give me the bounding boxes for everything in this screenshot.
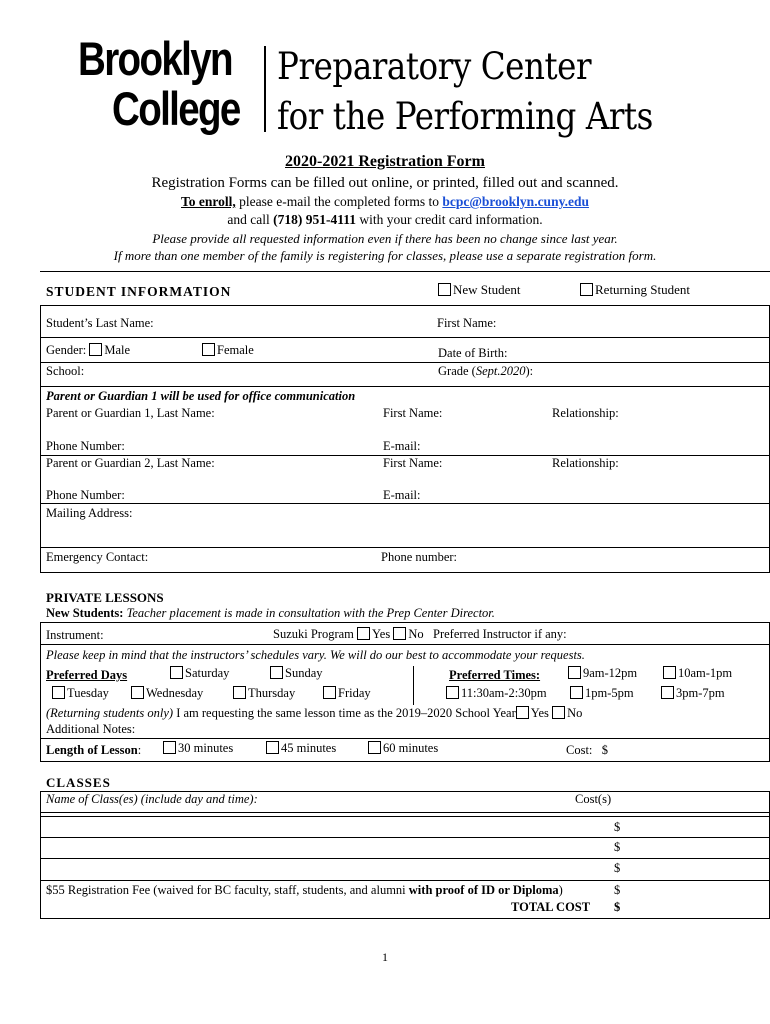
phone-number: (718) 951-4111 [273, 212, 356, 227]
time-1pm-option [570, 686, 634, 701]
p2-phone-label[interactable]: Phone Number: [46, 488, 125, 502]
fee-bold-text: with proof of ID or Diploma [408, 883, 559, 897]
fee-cost[interactable]: $ [614, 883, 621, 897]
length-60-label: 60 minutes [383, 741, 439, 755]
grade-date: Sept.2020 [475, 364, 526, 378]
time-1130am-label: 11:30am-2:30pm [461, 686, 547, 700]
lesson-cost-text: Cost: [566, 743, 593, 757]
parent-note: Parent or Guardian 1 will be used for office communication [46, 389, 356, 403]
lesson-length-label: Length of Lesson [46, 743, 138, 757]
class-row-1-cost[interactable]: $ [614, 820, 621, 834]
lessons-vertical-divider [413, 666, 414, 705]
new-student-label: New Student [453, 282, 521, 297]
time-1pm-checkbox[interactable] [570, 686, 583, 699]
time-3pm-label: 3pm-7pm [676, 686, 725, 700]
returning-yes-label: Yes [530, 706, 549, 720]
new-students-note: Teacher placement is made in consultation with the Prep Center Director. [123, 606, 495, 620]
classes-rule2 [40, 837, 770, 838]
suzuki-no-checkbox[interactable] [393, 627, 406, 640]
classes-heading: CLASSES [46, 775, 111, 790]
lessons-heading: PRIVATE LESSONS [46, 590, 164, 605]
header-line1: Registration Forms can be filled out online, or printed, filled out and scanned. [151, 175, 619, 191]
classes-rule4 [40, 880, 770, 881]
header-rule [40, 271, 770, 272]
wednesday-option [131, 686, 203, 701]
logo-divider [264, 46, 266, 132]
time-1130am-option [446, 686, 547, 701]
call-pre: and call [227, 212, 274, 227]
lesson-cost-label[interactable] [566, 743, 608, 758]
p2-relationship-label[interactable]: Relationship: [552, 456, 619, 470]
preferred-instructor-label[interactable]: Preferred Instructor if any: [433, 627, 567, 641]
wednesday-label: Wednesday [146, 686, 204, 700]
fee-text: $55 Registration Fee (waived for BC faculty, staff, students, and alumni [46, 883, 409, 897]
lessons-rule1 [40, 644, 770, 645]
returning-no-label: No [567, 706, 583, 720]
class-cost-column: Cost(s) [575, 792, 612, 806]
returning-request-row [46, 706, 582, 721]
enroll-text: please e-mail the completed forms to [235, 194, 443, 209]
time-1130am-checkbox[interactable] [446, 686, 459, 699]
time-10am-option [663, 666, 732, 681]
tuesday-label: Tuesday [67, 686, 109, 700]
time-3pm-option [661, 686, 725, 701]
p1-phone-label[interactable]: Phone Number: [46, 439, 125, 453]
returning-student-label: Returning Student [595, 282, 690, 297]
length-30-checkbox[interactable] [163, 741, 176, 754]
p2-email-label[interactable]: E-mail: [383, 488, 421, 502]
friday-checkbox[interactable] [323, 686, 336, 699]
p1-email-label[interactable]: E-mail: [383, 439, 421, 453]
school-label[interactable]: School: [46, 364, 85, 378]
time-1pm-label: 1pm-5pm [585, 686, 634, 700]
keep-in-mind-note: Please keep in mind that the instructors’ schedules vary. We will do our best to accommodate your requests. [46, 648, 585, 662]
sunday-option [270, 666, 323, 681]
suzuki-no-label: No [408, 627, 424, 641]
logo-center-line1: Preparatory Center [277, 45, 592, 88]
gender-row [46, 343, 130, 358]
lesson-length-colon: : [137, 743, 142, 757]
page-number: 1 [382, 950, 388, 964]
total-cost-value[interactable]: $ [614, 900, 621, 914]
time-9am-label: 9am-12pm [583, 666, 638, 680]
length-30-label: 30 minutes [178, 741, 234, 755]
class-name-column: Name of Class(es) (include day and time): [46, 792, 258, 806]
classes-rule1b [40, 816, 770, 817]
form-title: 2020-2021 Registration Form [285, 153, 485, 170]
thursday-label: Thursday [248, 686, 296, 700]
student-row-rule1 [40, 337, 770, 338]
length-60-option [368, 741, 438, 756]
time-10am-checkbox[interactable] [663, 666, 676, 679]
returning-student-checkbox[interactable] [580, 283, 593, 296]
friday-label: Friday [338, 686, 371, 700]
time-10am-label: 10am-1pm [678, 666, 733, 680]
gender-label: Gender: [46, 343, 87, 357]
sunday-label: Sunday [285, 666, 323, 680]
wednesday-checkbox[interactable] [131, 686, 144, 699]
email-link[interactable]: bcpc@brooklyn.cuny.edu [442, 194, 589, 209]
female-label: Female [217, 343, 254, 357]
suzuki-label: Suzuki Program [273, 627, 354, 641]
lessons-new-students [46, 606, 495, 621]
call-post: with your credit card information. [355, 212, 543, 227]
logo-center-line2: for the Performing Arts [277, 95, 653, 138]
time-9am-option [568, 666, 637, 681]
tuesday-option [52, 686, 109, 701]
male-checkbox[interactable] [89, 343, 102, 356]
new-students-label: New Students: [46, 606, 124, 620]
sunday-checkbox[interactable] [270, 666, 283, 679]
to-enroll-label: To enroll, [181, 194, 236, 209]
saturday-checkbox[interactable] [170, 666, 183, 679]
mailing-address-label[interactable]: Mailing Address: [46, 506, 133, 520]
saturday-option [170, 666, 229, 681]
fee-post-text: ) [558, 883, 563, 897]
p2-last-name-label[interactable]: Parent or Guardian 2, Last Name: [46, 456, 215, 470]
student-row-rule2 [40, 362, 770, 363]
length-45-checkbox[interactable] [266, 741, 279, 754]
length-60-checkbox[interactable] [368, 741, 381, 754]
lesson-length-row [46, 743, 141, 758]
parent-rule2 [40, 503, 770, 504]
male-label: Male [104, 343, 131, 357]
total-cost-label: TOTAL COST [511, 900, 591, 914]
registration-fee-row [46, 883, 563, 898]
new-student-checkbox[interactable] [438, 283, 451, 296]
header-enroll [0, 194, 770, 210]
instrument-label[interactable]: Instrument: [46, 628, 104, 642]
thursday-option [233, 686, 295, 701]
returning-text: I am requesting the same lesson time as the 2019–2020 School Year [173, 706, 516, 720]
p2-first-name-label[interactable]: First Name: [383, 456, 443, 470]
logo-brooklyn: Brooklyn [78, 32, 232, 85]
female-option [202, 343, 254, 358]
p1-first-name-label[interactable]: First Name: [383, 406, 443, 420]
suzuki-yes-label: Yes [372, 627, 391, 641]
class-row-3-cost[interactable]: $ [614, 861, 621, 875]
length-45-label: 45 minutes [281, 741, 337, 755]
header-note1: Please provide all requested information even if there has been no change since last year. [152, 231, 618, 246]
grade-pre: Grade ( [438, 364, 476, 378]
suzuki-row [273, 627, 567, 642]
returning-student-option [580, 282, 690, 298]
lessons-rule2 [40, 738, 770, 739]
female-checkbox[interactable] [202, 343, 215, 356]
p1-last-name-label[interactable]: Parent or Guardian 1, Last Name: [46, 406, 215, 420]
returning-yes-checkbox[interactable] [516, 706, 529, 719]
header-note2: If more than one member of the family is registering for classes, please use a separate registration form. [113, 248, 657, 263]
student-heading: STUDENT INFORMATION [46, 284, 232, 299]
dob-label[interactable]: Date of Birth: [438, 346, 508, 360]
grade-post: ): [525, 364, 534, 378]
classes-rule1 [40, 812, 770, 813]
emergency-contact-label[interactable]: Emergency Contact: [46, 550, 149, 564]
length-30-option [163, 741, 233, 756]
thursday-checkbox[interactable] [233, 686, 246, 699]
length-45-option [266, 741, 336, 756]
classes-box [40, 791, 770, 919]
time-9am-checkbox[interactable] [568, 666, 581, 679]
additional-notes-label[interactable]: Additional Notes: [46, 722, 136, 736]
returning-no-checkbox[interactable] [552, 706, 565, 719]
parent-rule3 [40, 547, 770, 548]
returning-only-label: (Returning students only) [46, 706, 174, 720]
saturday-label: Saturday [185, 666, 230, 680]
grade-label[interactable] [438, 364, 533, 379]
logo-college: College [112, 82, 240, 135]
preferred-days-label: Preferred Days [46, 668, 128, 682]
time-3pm-checkbox[interactable] [661, 686, 674, 699]
preferred-times-label: Preferred Times: [449, 668, 541, 682]
tuesday-checkbox[interactable] [52, 686, 65, 699]
emergency-phone-label[interactable]: Phone number: [381, 550, 458, 564]
header-call [0, 212, 770, 228]
new-student-option [438, 282, 521, 298]
friday-option [323, 686, 371, 701]
lesson-cost-dollar: $ [601, 743, 609, 757]
class-row-2-cost[interactable]: $ [614, 840, 621, 854]
p1-relationship-label[interactable]: Relationship: [552, 406, 619, 420]
classes-rule3 [40, 858, 770, 859]
student-first-name-label[interactable]: First Name: [437, 316, 497, 330]
suzuki-yes-checkbox[interactable] [357, 627, 370, 640]
student-last-name-label[interactable]: Student’s Last Name: [46, 316, 154, 330]
